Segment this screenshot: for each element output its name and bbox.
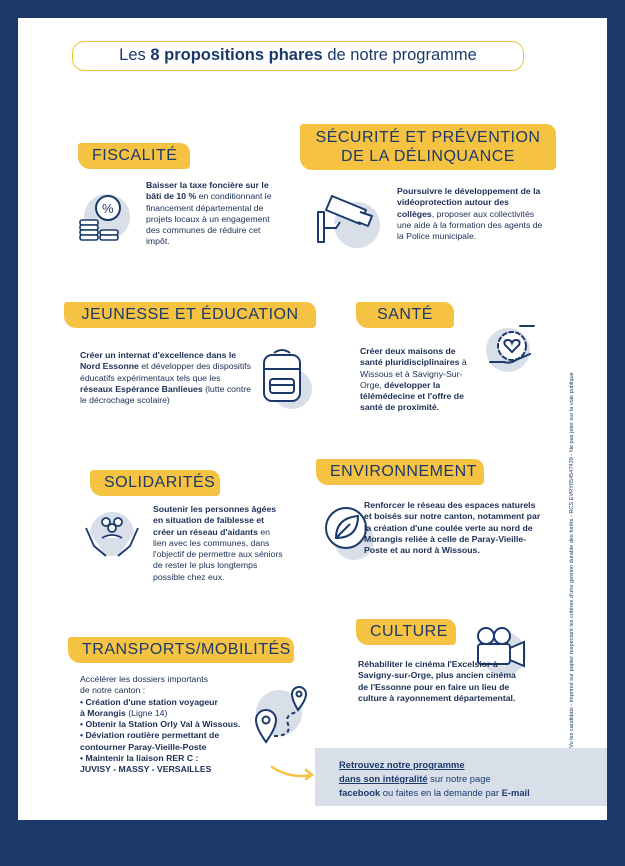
svg-text:%: % (102, 201, 114, 216)
text-jeunesse: Créer un internat d'excellence dans le Nord Essonne et développer des dispositifs éducatifs expérimentaux tels que les réseaux Espérance Banlieues (lutte contre le décrochage scolaire) (80, 350, 251, 406)
hands-people-icon (80, 506, 146, 566)
text-sante: Créer deux maisons de santé pluridisciplinaires à Wissous et à Savigny-Sur-Orge, développer la télémédecine et l'offre de santé de proximité. (360, 346, 467, 413)
legal-mention: Vu les candidats - imprimé sur papier respectant les critères d'une gestion durable des forêts - RCS EVRY654547439 - Ne pas jeter sur la voie publique (569, 372, 575, 748)
route-pins-icon (252, 680, 318, 746)
heading-transports: TRANSPORTS/MOBILITÉS (68, 637, 294, 663)
percent-coins-icon (70, 190, 140, 250)
heading-jeunesse: JEUNESSE ET ÉDUCATION (64, 302, 316, 328)
hand-heart-icon (480, 318, 542, 380)
text-securite: Poursuivre le développement de la vidéoprotection autour des collèges, proposer aux collectivités une aide à la formation des agents de la Police municipale. (397, 186, 543, 242)
heading-culture: CULTURE (356, 619, 456, 645)
text-fiscalite: Baisser la taxe foncière sur le bâti de 10 % en conditionnant le financement départemental de projets locaux à un engagement des communes de réduire cet impôt. (146, 180, 272, 247)
page-title: Les 8 propositions phares de notre programme (72, 41, 524, 71)
transport-item: • Maintenir la liaison RER C : JUVISY - MASSY - VERSAILLES (80, 753, 212, 775)
cta-box[interactable]: Retrouvez notre programme dans son intégralité sur notre page facebook ou faites en la demande par E-mail (315, 748, 607, 806)
transport-item: • Déviation routière permettant de contourner Paray-Vieille-Poste (80, 730, 220, 752)
text-transports: Accélérer les dossiers importants de notre canton : • Création d'une station voyageur à Morangis (Ligne 14) • Obtenir la Station Orly Val à Wissous. • Déviation routière permettant de contourner Paray-Vieille-Poste • Maintenir la liaison RER C : JUVISY - MASSY - VERSAILLES (80, 674, 280, 776)
heading-sante: SANTÉ (356, 302, 454, 328)
heading-environnement: ENVIRONNEMENT (316, 459, 484, 485)
program-link[interactable]: Retrouvez notre programme (339, 759, 465, 770)
text-culture: Réhabiliter le cinéma l'Excelsior à Savigny-sur-Orge, plus ancien cinéma de l'Essonne pour en faire un lieu de culture à rayonnement départemental. (358, 659, 516, 703)
arrow-icon (270, 763, 316, 788)
facebook-link[interactable]: facebook (339, 787, 381, 798)
email-link[interactable]: E-mail (501, 787, 530, 798)
text-environnement: Renforcer le réseau des espaces naturels et boisés sur notre canton, notamment par la création d'une coulée verte au nord de Morangis reliée à celle de Paray-Vieille-Poste et au nord à Wissous. (364, 500, 541, 556)
text-solidarites: Soutenir les personnes âgées en situation de faiblesse et créer un réseau d'aidants en lien avec les communes, dans l'objectif de permettre aux séniors de rester le plus longtemps possible chez eux. (153, 504, 283, 582)
transport-item: • Obtenir la Station Orly Val à Wissous. (80, 719, 241, 730)
transport-item: • Création d'une station voyageur à Morangis (Ligne 14) (80, 696, 218, 718)
heading-fiscalite: FISCALITÉ (78, 143, 190, 169)
backpack-icon (252, 345, 314, 413)
program-link-2[interactable]: dans son intégralité (339, 773, 428, 784)
heading-solidarites: SOLIDARITÉS (90, 470, 220, 496)
heading-securite: SÉCURITÉ ET PRÉVENTION DE LA DÉLINQUANCE (300, 124, 556, 170)
cctv-camera-icon (314, 186, 384, 252)
